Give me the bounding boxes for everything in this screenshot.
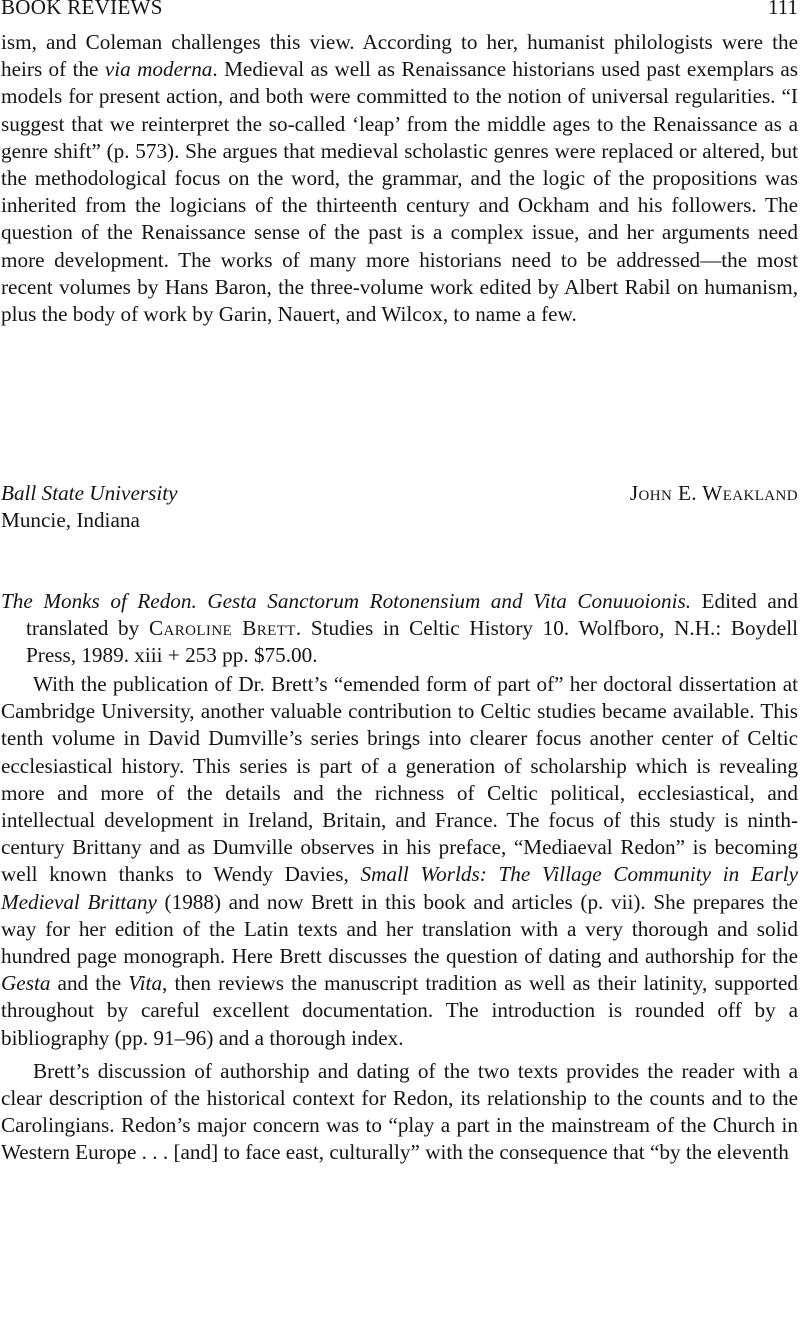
reviewer-signature [1, 480, 798, 534]
citation-line [1, 588, 798, 670]
italic-term: Vita [128, 971, 163, 996]
reviewer-affiliation: Ball State University [1, 481, 178, 505]
review-body [1, 671, 798, 1167]
italic-term: Gesta [1, 971, 51, 996]
review-paragraph-1 [1, 671, 798, 1052]
text-run: With the publication of Dr. Brett’s “emended form of part of” her doctoral dissertation at Cambridge University, another valuable contribution to Celtic studies became available. This tenth volume in David Dumville’s series brings into clearer focus another center of Celtic ecclesiastical history. This series is part of a generation of scholarship which is revealing more and more of the details and the richness of Celtic political, ecclesiastical, and intellectual development in Ireland, Britain, and France. The focus of this study is ninth-century Brittany and as Dumville observes in his preface, “Mediaeval Redon” is becoming well known thanks to Wendy Davies, [1, 672, 798, 887]
section-title: BOOK REVIEWS [1, 0, 163, 19]
text-run: , then reviews the manuscript tradition as well as their latinity, supported throughout by careful excellent documentation. The introduction is rounded off by a bibliography (pp. 91–96) and a thorough index. [1, 971, 798, 1050]
text-run: Edited and translated by [26, 589, 798, 641]
previous-review-paragraph [1, 29, 798, 328]
previous-review-text [1, 29, 798, 328]
italic-term: via moderna [104, 57, 213, 82]
page-number: 111 [768, 0, 798, 19]
text-run: . Medieval as well as Renaissance historians used past exemplars as models for present action, and both were committed to the notion of universal regularities. “I suggest that we reinterpret the so-called ‘leap’ from the middle ages to the Renaissance as a genre shift” (p. 573). She argues that medieval scholastic genres were replaced or altered, but the methodological focus on the word, the grammar, and the logic of the propositions was inherited from the logicians of the thirteenth century and Ockham and his followers. The question of the Renaissance sense of the past is a complex issue, and her arguments need more development. The works of many more historians need to be addressed—the most recent volumes by Hans Baron, the three-volume work edited by Albert Rabil on humanism, plus the body of work by Garin, Nauert, and Wilcox, to name a few. [1, 57, 798, 327]
cited-book-title: Small Worlds: The Village Community in Early Medieval Brittany [1, 862, 799, 914]
reviewer-name: John E. Weakland [629, 481, 798, 505]
book-citation [1, 588, 798, 670]
editor-name: Caroline Brett [148, 616, 296, 641]
text-run: (1988) and now Brett in this book and articles (p. vii). She prepares the way for her edition of the Latin texts and her translation with a very thorough and solid hundred page monograph. Here Brett discusses the question of dating and authorship for the [1, 889, 799, 969]
reviewer-location: Muncie, Indiana [1, 508, 140, 533]
review-paragraph-2: Brett’s discussion of authorship and dating of the two texts provides the reader with a clear description of the historical context for Redon, its relationship to the counts and to the Carolingians. Redon’s major concern was to “play a part in the mainstream of the Church in Western Europe . . . [and] to face east, culturally” with the consequence that “by the eleventh [1, 1058, 798, 1165]
publication-details: . Studies in Celtic History 10. Wolfboro, N.H.: Boydell Press, 1989. xiii + 253 pp. $75.00. [26, 616, 798, 668]
text-run: ism, and Coleman challenges this view. According to her, humanist philologists were the heirs of the [1, 30, 798, 82]
book-title: The Monks of Redon. Gesta Sanctorum Rotonensium and Vita Conuuoionis. [1, 589, 692, 613]
text-run: and the [50, 971, 129, 996]
running-header [1, 0, 798, 24]
